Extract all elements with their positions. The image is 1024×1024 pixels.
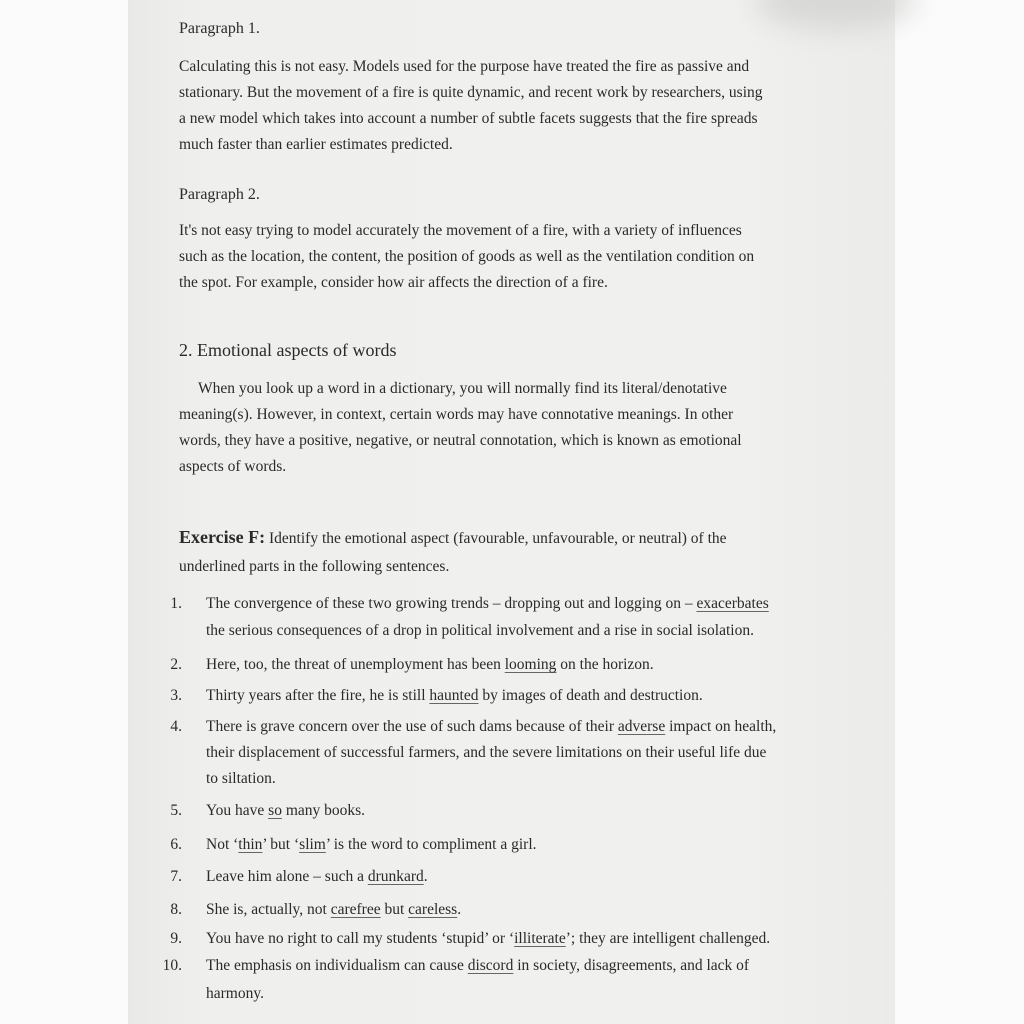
paragraph-2-line: It's not easy trying to model accurately the movement of a fire, with a variety of influences <box>179 222 742 239</box>
exercise-instruction: Identify the emotional aspect (favourable, unfavourable, or neutral) of the <box>269 530 727 547</box>
section-heading: 2. Emotional aspects of words <box>179 340 397 360</box>
item-number: 4. <box>170 718 182 735</box>
underlined-phrase: looming <box>504 656 557 673</box>
sentence-text: in society, disagreements, and lack of <box>513 957 750 974</box>
section-body-line: meaning(s). However, in context, certain words may have connotative meanings. In other <box>179 406 734 423</box>
underlined-phrase: thin <box>238 836 263 853</box>
paragraph-1-label: Paragraph 1. <box>179 20 260 37</box>
section-body-line: words, they have a positive, negative, or neutral connotation, which is known as emotional <box>179 432 742 449</box>
sentence-text: ’ but ‘ <box>262 836 300 853</box>
list-item-line <box>206 868 428 886</box>
page-shadow <box>755 0 915 30</box>
list-item-line <box>206 770 276 788</box>
item-number: 2. <box>170 656 182 673</box>
list-item-line <box>206 985 264 1003</box>
list-item-line <box>206 595 769 613</box>
sentence-text: many books. <box>281 802 366 819</box>
sentence-text: impact on health, <box>665 718 777 735</box>
paragraph-1-line: much faster than earlier estimates predicted. <box>179 136 453 153</box>
sentence-text: the serious consequences of a drop in political involvement and a rise in social isolation. <box>206 622 754 639</box>
underlined-phrase: haunted <box>429 687 479 704</box>
sentence-text: The emphasis on individualism can cause <box>206 957 468 974</box>
paragraph-2-line: the spot. For example, consider how air affects the direction of a fire. <box>179 274 608 291</box>
sentence-text: . <box>457 901 462 918</box>
sentence-text: their displacement of successful farmers, and the severe limitations on their useful life due <box>206 744 767 761</box>
underlined-phrase: illiterate <box>514 930 566 947</box>
list-item-line <box>206 802 365 820</box>
sentence-text: . <box>423 868 428 885</box>
sentence-text: You have <box>206 802 269 819</box>
underlined-phrase: exacerbates <box>696 595 769 612</box>
list-item-line <box>206 901 461 919</box>
section-body-line: aspects of words. <box>179 458 287 475</box>
list-item-line <box>206 957 749 975</box>
underlined-phrase: drunkard <box>367 868 424 885</box>
underlined-phrase: discord <box>467 957 514 974</box>
list-item-line <box>206 687 703 705</box>
paragraph-1-line: a new model which takes into account a number of subtle facets suggests that the fire spreads <box>179 110 758 127</box>
exercise-instruction: underlined parts in the following sentences. <box>179 558 450 575</box>
paragraph-2-label: Paragraph 2. <box>179 186 260 203</box>
list-item-line <box>206 744 766 762</box>
sentence-text: on the horizon. <box>556 656 654 673</box>
sentence-text: Here, too, the threat of unemployment has been <box>206 656 505 673</box>
list-item-line <box>206 656 654 674</box>
sentence-text: by images of death and destruction. <box>478 687 703 704</box>
item-number: 5. <box>170 802 182 819</box>
item-number: 1. <box>170 595 182 612</box>
sentence-text: Not ‘ <box>206 836 239 853</box>
list-item-line <box>206 718 776 736</box>
sentence-text: but <box>380 901 409 918</box>
item-number: 7. <box>170 868 182 885</box>
sentence-text: Leave him alone – such a <box>206 868 368 885</box>
sentence-text: You have no right to call my students ‘stupid’ or ‘ <box>206 930 515 947</box>
exercise-header <box>179 527 727 548</box>
sentence-text: The convergence of these two growing trends – dropping out and logging on – <box>206 595 697 612</box>
paragraph-1-line: stationary. But the movement of a fire is quite dynamic, and recent work by researchers, using <box>179 84 763 101</box>
sentence-text: She is, actually, not <box>206 901 331 918</box>
underlined-phrase: careless <box>408 901 458 918</box>
list-item-line <box>206 930 770 948</box>
underlined-phrase: adverse <box>617 718 666 735</box>
sentence-text: harmony. <box>206 985 264 1002</box>
item-number: 9. <box>170 930 182 947</box>
sentence-text: Thirty years after the fire, he is still <box>206 687 430 704</box>
item-number: 10. <box>162 957 182 974</box>
sentence-text: ’ is the word to compliment a girl. <box>325 836 537 853</box>
item-number: 6. <box>170 836 182 853</box>
paragraph-1-line: Calculating this is not easy. Models used for the purpose have treated the fire as passive and <box>179 58 750 75</box>
underlined-phrase: slim <box>299 836 326 853</box>
item-number: 3. <box>170 687 182 704</box>
exercise-title: Exercise F: <box>179 527 266 547</box>
paragraph-2-line: such as the location, the content, the position of goods as well as the ventilation condition on <box>179 248 755 265</box>
underlined-phrase: so <box>268 802 282 819</box>
section-body-line: When you look up a word in a dictionary, you will normally find its literal/denotative <box>198 380 727 397</box>
list-item-line <box>206 622 754 640</box>
list-item-line <box>206 836 537 854</box>
sentence-text: to siltation. <box>206 770 276 787</box>
sentence-text: There is grave concern over the use of such dams because of their <box>206 718 618 735</box>
item-number: 8. <box>170 901 182 918</box>
sentence-text: ’; they are intelligent challenged. <box>565 930 771 947</box>
underlined-phrase: carefree <box>330 901 381 918</box>
